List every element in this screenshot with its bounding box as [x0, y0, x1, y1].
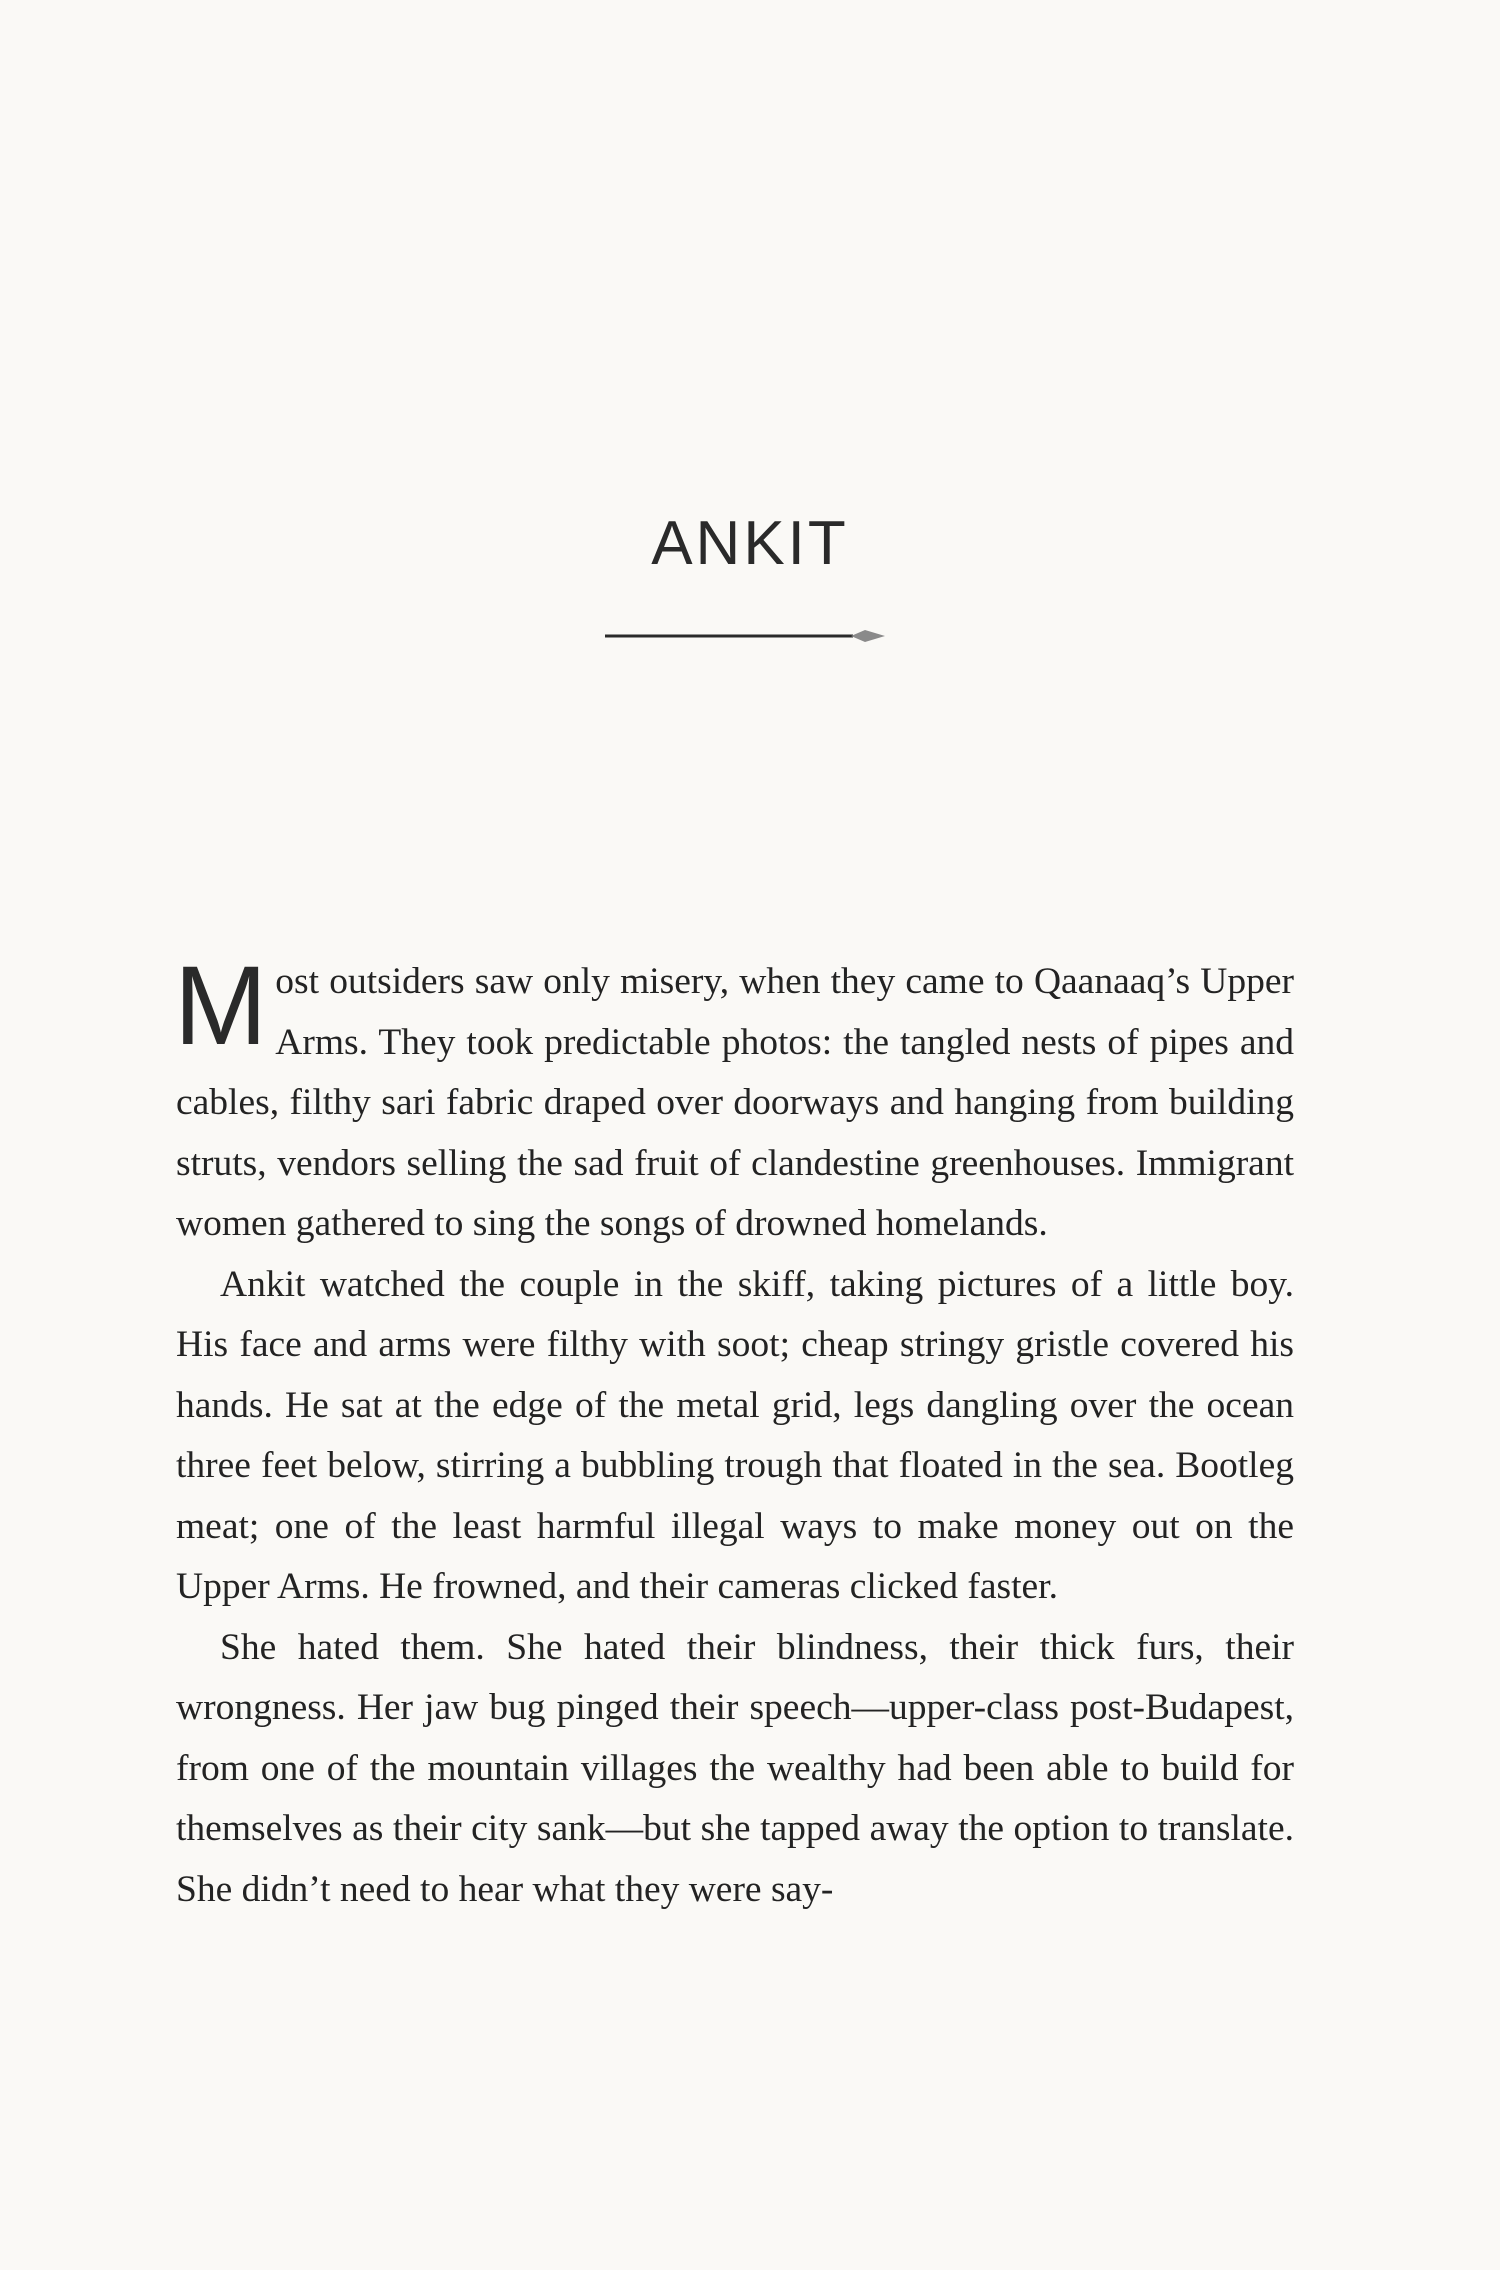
drop-cap: M	[174, 943, 268, 1068]
paragraph-1-text: ost outsiders saw only misery, when they came to Qaanaaq’s Upper Arms. They took predictable photos: the tangled nests of pipes and cables, filthy sari fabric draped over doorways and hanging from building struts, vendors selling the sad fruit of clandestine greenhouses. Immigrant women gathered to sing the songs of drowned homelands.	[176, 961, 1294, 1244]
chapter-body	[174, 943, 1294, 1920]
arrow-ornament-icon	[603, 626, 889, 646]
chapter-title: ANKIT	[651, 509, 849, 578]
paragraph-2: Ankit watched the couple in the skiff, taking pictures of a little boy. His face and arms were filthy with soot; cheap stringy gristle covered his hands. He sat at the edge of the metal grid, legs dangling over the ocean three feet below, stirring a bubbling trough that floated in the sea. Bootleg meat; one of the least harmful illegal ways to make money out on the Upper Arms. He frowned, and their cameras clicked faster.	[176, 1263, 1294, 1607]
paragraph-1	[174, 943, 1294, 1255]
paragraph-3: She hated them. She hated their blindness, their thick furs, their wrongness. Her jaw bug pinged their speech—upper-class post-Budapest, from one of the mountain villages the wealthy had been able to build for themselves as their city sank—but she tapped away the option to translate. She didn’t need to hear what they were say-	[176, 1626, 1294, 1910]
